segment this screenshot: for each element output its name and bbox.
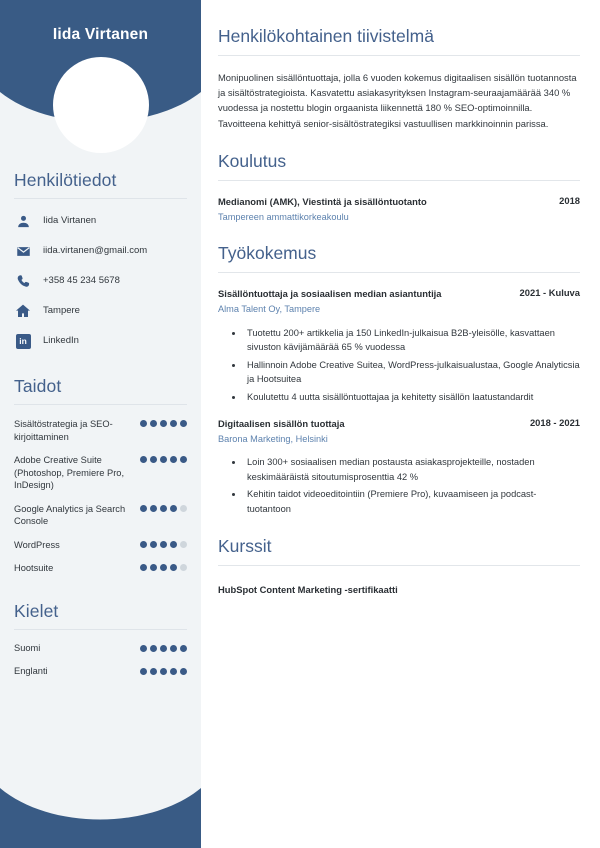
- contact-email-text: iida.virtanen@gmail.com: [43, 245, 148, 257]
- sidebar-body: [0, 170, 201, 676]
- skills-heading: Taidot: [14, 376, 62, 396]
- entry: [218, 287, 580, 404]
- home-icon: [14, 302, 32, 320]
- footer-curve-shape: [0, 768, 201, 848]
- section-experience: [218, 243, 580, 516]
- entry-organization: Tampereen ammattikorkeakoulu: [218, 211, 349, 222]
- education-list: [218, 195, 580, 224]
- entry-title: Digitaalisen sisällön tuottaja: [218, 417, 345, 429]
- rating-dot: [140, 668, 147, 675]
- contact-item-location: [14, 302, 187, 320]
- rating-dot: [180, 668, 187, 675]
- languages-heading: Kielet: [14, 600, 59, 621]
- rating-dot: [160, 505, 167, 512]
- rating-dot: [170, 645, 177, 652]
- contact-item-email[interactable]: [14, 242, 187, 260]
- entry-bullet: • Tuotettu 200+ artikkelia ja 150 LinkedIn-julkaisua B2B-yleisölle, kasvattaen sivuston kävijämäärää 65 % vuodessa: [244, 326, 580, 355]
- courses-heading: Kurssit: [218, 536, 272, 557]
- entry-bullets: [218, 326, 580, 404]
- candidate-name-wrap: [0, 26, 201, 44]
- rating-dot: [180, 505, 187, 512]
- skill-label: WordPress: [14, 539, 60, 550]
- language-row: [14, 666, 187, 676]
- entry-bullet: • Loin 300+ sosiaalisen median postausta asiakasprojekteille, nostaden keskimääräistä sitoutumisprosenttia 42 %: [244, 455, 580, 484]
- candidate-name: Iida Virtanen: [52, 26, 149, 43]
- entry: [218, 195, 580, 224]
- contact-item-linkedin[interactable]: [14, 332, 187, 350]
- experience-heading: Työkokemus: [218, 243, 317, 264]
- contact-location-text: Tampere: [43, 305, 80, 317]
- contact-item-phone[interactable]: [14, 272, 187, 290]
- language-row: [14, 643, 187, 653]
- skill-label: Google Analytics ja Search Console: [14, 503, 126, 527]
- language-label: Englanti: [14, 665, 48, 676]
- contact-divider: [14, 198, 187, 199]
- rating-dot: [140, 541, 147, 548]
- skill-row: [14, 454, 187, 492]
- main-content: [201, 0, 600, 848]
- rating-dot: [180, 645, 187, 652]
- skills-divider: [14, 404, 187, 405]
- rating-dot: [150, 420, 157, 427]
- course-entry: [218, 580, 580, 598]
- rating-dot: [150, 564, 157, 571]
- rating-dot: [170, 420, 177, 427]
- entry-head: [218, 195, 580, 209]
- entry-bullet: • Kehitin taidot videoeditointiin (Premiere Pro), kuvaamiseen ja podcast-tuotantoon: [244, 487, 580, 516]
- entry-date: 2021 - Kuluva: [519, 287, 580, 299]
- rating-dots: [140, 539, 187, 548]
- skill-row: [14, 503, 187, 528]
- entry-bullets: [218, 455, 580, 516]
- entry-title: Medianomi (AMK), Viestintä ja sisällöntuotanto: [218, 195, 427, 207]
- skills-list: [14, 418, 187, 575]
- entry-head: [218, 417, 580, 431]
- rating-dot: [160, 668, 167, 675]
- rating-dot: [150, 505, 157, 512]
- entry-head: [218, 287, 580, 301]
- rating-dot: [140, 645, 147, 652]
- rating-dot: [150, 541, 157, 548]
- rating-dot: [140, 420, 147, 427]
- phone-icon: [14, 272, 32, 290]
- person-icon: [14, 212, 32, 230]
- languages-list: [14, 643, 187, 676]
- contact-item-name: [14, 212, 187, 230]
- rating-dots: [140, 666, 187, 675]
- summary-divider: [218, 55, 580, 56]
- rating-dot: [170, 668, 177, 675]
- rating-dot: [160, 645, 167, 652]
- rating-dot: [160, 420, 167, 427]
- linkedin-icon: [14, 332, 32, 350]
- summary-text: Monipuolinen sisällöntuottaja, jolla 6 vuoden kokemus digitaalisen sisällön tuotannosta ja sisältöstrategioista. Kasvatettu asiakasyrityksen Instagram-seuraajamäärää 340 % vuodessa ja nostettu blogin orgaanista liikennettä 180 % SEO-optimoinnilla. Tavoitteena kehittyä senior-sisältöstrategiksi vastuullisen markkinoinnin parissa.: [218, 72, 577, 129]
- entry: [218, 417, 580, 516]
- entry-date: 2018 - 2021: [529, 416, 580, 428]
- rating-dots: [140, 503, 187, 512]
- rating-dots: [140, 454, 187, 463]
- section-languages: [14, 601, 187, 676]
- entry-date: 2018: [559, 194, 580, 206]
- language-label: Suomi: [14, 642, 41, 653]
- rating-dots: [140, 562, 187, 571]
- sidebar: [0, 0, 201, 848]
- education-divider: [218, 180, 580, 181]
- courses-divider: [218, 565, 580, 566]
- rating-dot: [160, 541, 167, 548]
- rating-dot: [160, 564, 167, 571]
- rating-dot: [150, 645, 157, 652]
- contact-phone-text: +358 45 234 5678: [43, 275, 120, 287]
- rating-dots: [140, 418, 187, 427]
- avatar: [53, 57, 149, 153]
- contact-linkedin-text: LinkedIn: [43, 335, 79, 347]
- rating-dot: [140, 456, 147, 463]
- rating-dot: [170, 456, 177, 463]
- experience-list: [218, 287, 580, 516]
- courses-list: [218, 580, 580, 598]
- rating-dot: [180, 564, 187, 571]
- rating-dot: [180, 541, 187, 548]
- rating-dot: [140, 564, 147, 571]
- linkedin-badge-text: in: [16, 334, 31, 349]
- entry-bullet: • Koulutettu 4 uutta sisällöntuottajaa ja kehitetty sisällön laatustandardit: [244, 390, 580, 404]
- rating-dot: [140, 505, 147, 512]
- section-courses: [218, 536, 580, 598]
- skill-row: [14, 539, 187, 552]
- skill-label: Adobe Creative Suite (Photoshop, Premiere Pro, InDesign): [14, 455, 125, 491]
- languages-divider: [14, 629, 187, 630]
- entry-organization: Barona Marketing, Helsinki: [218, 433, 328, 444]
- contact-name-text: Iida Virtanen: [43, 215, 97, 227]
- rating-dot: [170, 541, 177, 548]
- rating-dot: [180, 420, 187, 427]
- section-education: [218, 151, 580, 224]
- education-heading: Koulutus: [218, 150, 287, 171]
- skill-label: Sisältöstrategia ja SEO-kirjoittaminen: [14, 419, 113, 442]
- experience-divider: [218, 272, 580, 273]
- rating-dots: [140, 643, 187, 652]
- course-title: HubSpot Content Marketing -sertifikaatti: [218, 584, 398, 596]
- summary-heading: Henkilökohtainen tiivistelmä: [218, 26, 434, 46]
- entry-organization: Alma Talent Oy, Tampere: [218, 304, 321, 315]
- rating-dot: [150, 668, 157, 675]
- section-contact: [14, 170, 187, 350]
- contact-heading: Henkilötiedot: [14, 170, 117, 190]
- rating-dot: [180, 456, 187, 463]
- section-summary: [218, 26, 580, 131]
- rating-dot: [170, 505, 177, 512]
- skill-row: [14, 562, 187, 575]
- rating-dot: [150, 456, 157, 463]
- envelope-icon: [14, 242, 32, 260]
- rating-dot: [170, 564, 177, 571]
- entry-title: Sisällöntuottaja ja sosiaalisen median asiantuntija: [218, 288, 442, 300]
- rating-dot: [160, 456, 167, 463]
- entry-bullet: • Hallinnoin Adobe Creative Suitea, WordPress-julkaisualustaa, Google Analyticsia ja Hootsuitea: [244, 358, 580, 387]
- skill-label: Hootsuite: [14, 563, 54, 574]
- section-skills: [14, 376, 187, 575]
- skill-row: [14, 418, 187, 443]
